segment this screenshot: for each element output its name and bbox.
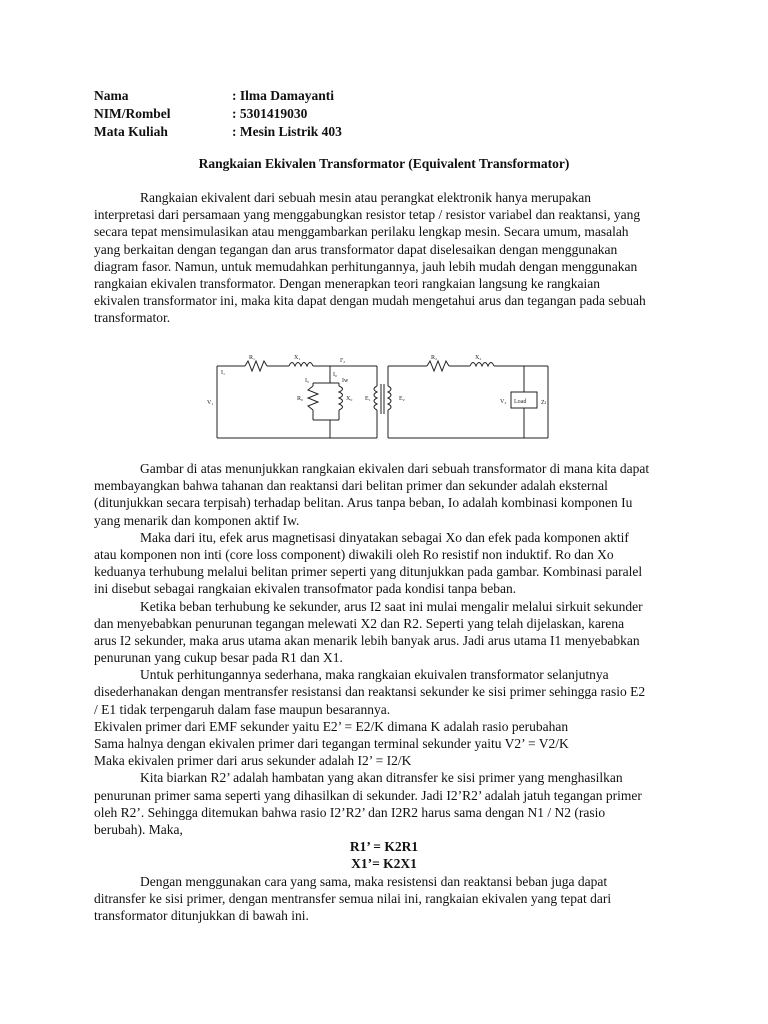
text-line: interpretasi dari persamaan yang menggabungkan resistor tetap / resistor variabel dan reaktansi, yang bbox=[94, 207, 641, 223]
intro-paragraph bbox=[94, 189, 674, 327]
text-line: dan menyebabkan penurunan tegangan melewati X2 dan R2. Seperti yang telah dijelaskan, karena bbox=[94, 615, 625, 631]
text-line: Gambar di atas menunjukkan rangkaian ekivalen dari sebuah transformator di mana kita dapat bbox=[140, 461, 650, 476]
text-line: Maka ekivalen primer dari arus sekunder adalah I2’ = I2/K bbox=[94, 753, 412, 769]
label-iu: Iᵤ bbox=[305, 378, 309, 384]
formula-r1: R1’ = K2R1 bbox=[349, 839, 419, 855]
text-line: / E1 tidak terpengaruh dalam fase maupun besarannya. bbox=[94, 701, 391, 717]
text-line: Maka dari itu, efek arus magnetisasi dinyatakan sebagai Xo dan efek pada komponen aktif bbox=[140, 529, 629, 545]
label-iw: Iw bbox=[342, 378, 349, 384]
text-line: keduanya terhubung melalui belitan primer seperti yang ditunjukkan pada gambar. Kombinasi paralel bbox=[94, 564, 643, 580]
text-line: ini disebut sebagai rangkaian ekivalen transofmator pada kondisi tanpa beban. bbox=[94, 581, 517, 597]
text-line: rangkaian ekivalen transformator. Dengan menerapkan teori rangkaian langsung ke rangkaian bbox=[94, 275, 601, 291]
text-line: disederhanakan dengan mentransfer resistansi dan reaktansi sekunder ke sisi primer sehingga rasio E2 bbox=[94, 684, 646, 700]
label-x2: X₂ bbox=[475, 355, 482, 361]
text-line: Ekivalen primer dari EMF sekunder yaitu E2’ = E2/K dimana K adalah rasio perubahan bbox=[94, 718, 569, 734]
text-line: transformator. bbox=[94, 310, 171, 326]
header-value: : Ilma Damayanti bbox=[232, 88, 334, 103]
text-line: berubah). Maka, bbox=[94, 821, 183, 837]
body-text bbox=[94, 460, 674, 924]
label-load: Load bbox=[514, 399, 527, 405]
header-label: Nama bbox=[94, 88, 129, 103]
header-label: NIM/Rombel bbox=[94, 106, 171, 121]
text-line: Untuk perhitungannya sederhana, maka rangkaian ekuivalen transformator selanjutnya bbox=[140, 667, 609, 683]
text-line: atau komponen non inti (core loss component) diwakili oleh Ro resistif non induktif. Ro dan Xo bbox=[94, 546, 614, 562]
header-label: Mata Kuliah bbox=[94, 124, 168, 139]
header-row-mata-kuliah bbox=[94, 123, 342, 141]
text-line: diagram fasor. Namun, untuk memudahkan perhitungannya, jauh lebih mudah dengan menggunakan bbox=[94, 258, 638, 274]
text-line: yang menarik dan komponen aktif Iw. bbox=[94, 512, 300, 528]
label-io: I₀ bbox=[333, 372, 338, 378]
text-line: penurunan yang cukup besar pada R1 dan X1. bbox=[94, 650, 343, 666]
text-line: Kita biarkan R2’ adalah hambatan yang akan ditransfer ke sisi primer yang menghasilkan bbox=[140, 770, 623, 786]
header-value: : Mesin Listrik 403 bbox=[232, 124, 342, 139]
text-line: Ketika beban terhubung ke sekunder, arus I2 saat ini mulai mengalir melalui sirkuit sekunder bbox=[140, 598, 643, 614]
text-line: Dengan menggunakan cara yang sama, maka resistensi dan reaktansi beban juga dapat bbox=[140, 873, 608, 889]
text-line: transformator ditunjukkan di bawah ini. bbox=[94, 907, 309, 923]
formula-x1: X1’= K2X1 bbox=[351, 856, 417, 872]
text-line: penurunan primer sama seperti yang dihasilkan di sekunder. Jadi I2’R2’ adalah jatuh tegangan primer bbox=[94, 787, 642, 803]
label-i2-prime: I'₂ bbox=[340, 358, 346, 364]
equivalent-circuit-diagram bbox=[205, 348, 560, 448]
label-i1: I₁ bbox=[221, 370, 226, 376]
label-ro: R₀ bbox=[297, 396, 304, 402]
text-line: Rangkaian ekivalent dari sebuah mesin atau perangkat elektronik hanya merupakan bbox=[140, 190, 591, 205]
label-v1: V₁ bbox=[207, 400, 214, 406]
header-value: : 5301419030 bbox=[232, 106, 308, 121]
label-x1: X₁ bbox=[294, 355, 301, 361]
text-line: yang berkaitan dengan tegangan dan arus transformator dapat diselesaikan dengan menggunakan bbox=[94, 241, 618, 257]
label-xo: X₀ bbox=[346, 396, 353, 402]
label-r1: R₁ bbox=[249, 355, 256, 361]
label-e1: E₁ bbox=[365, 396, 371, 402]
label-r2: R₂ bbox=[431, 355, 438, 361]
text-line: ekivalen transformator ini, maka kita dapat dengan mudah mengetahui arus dan tegangan pada sebuah bbox=[94, 293, 646, 309]
text-line: Sama halnya dengan ekivalen primer dari tegangan terminal sekunder yaitu V2’ = V2/K bbox=[94, 736, 569, 751]
header-row-nim bbox=[94, 105, 307, 123]
text-line: oleh R2’. Sehingga ditemukan bahwa rasio I2’R2’ dan I2R2 harus sama dengan N1 / N2 (rasio bbox=[94, 804, 606, 820]
text-line: secara tepat mensimulasikan atau menggambarkan perilaku lengkap mesin. Secara umum, masalah bbox=[94, 224, 629, 240]
document-title: Rangkaian Ekivalen Transformator (Equivalent Transformator) bbox=[198, 156, 570, 171]
header-row-nama bbox=[94, 87, 334, 105]
label-zl: Zₗ bbox=[541, 400, 547, 406]
label-e2: E₂ bbox=[399, 396, 405, 402]
text-line: ditransfer ke sisi primer, dengan mentransfer semua nilai ini, rangkaian ekivalen yang tepat dari bbox=[94, 890, 612, 906]
text-line: (ditunjukkan secara terpisah) terhadap belitan. Arus tanpa beban, Io adalah kombinasi komponen Iu bbox=[94, 495, 633, 511]
text-line: arus I2 sekunder, maka arus utama akan menarik lebih banyak arus. Jadi arus utama I1 menyebabkan bbox=[94, 632, 640, 648]
text-line: membayangkan bahwa tahanan dan reaktansi dari belitan primer dan sekunder adalah eksternal bbox=[94, 478, 608, 494]
label-v2: V₂ bbox=[500, 399, 507, 405]
